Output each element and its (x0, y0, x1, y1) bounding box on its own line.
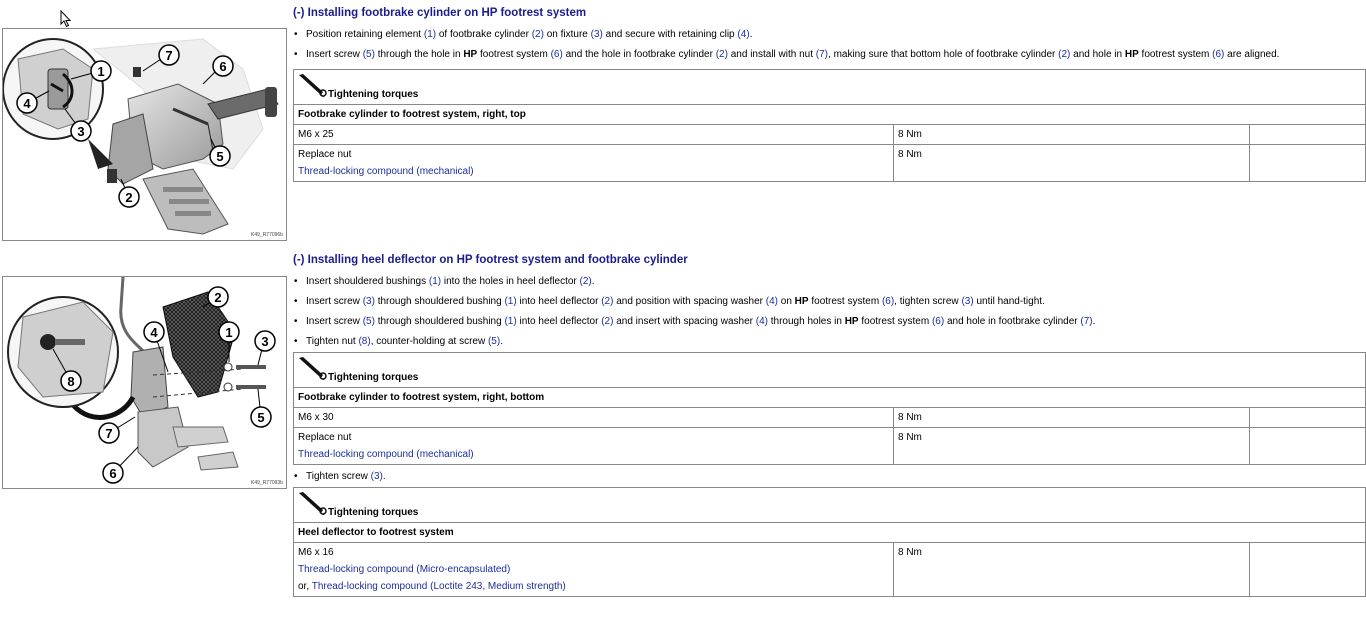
torque-header (294, 70, 1366, 105)
reference-number: (6) (881, 296, 895, 307)
text-segment: and position with spacing washer (613, 296, 766, 307)
reference-number: (4) (765, 296, 778, 307)
reference-number: (4) (737, 29, 750, 40)
torque-spec-cell (294, 428, 894, 465)
section-footbrake-cylinder (293, 7, 1366, 188)
reference-number: (8) (358, 336, 371, 347)
text-segment: into the holes in heel deflector (441, 276, 580, 287)
empty-cell (1250, 125, 1366, 145)
diagram-heel-deflector (3, 277, 286, 488)
text-segment: . (749, 29, 753, 40)
text-segment: are aligned. (1224, 49, 1280, 60)
step-text (306, 471, 386, 482)
table-row (294, 408, 1366, 428)
callout-label-7: 7 (165, 48, 173, 63)
step-item (293, 276, 1366, 288)
step-text (306, 29, 752, 40)
reference-number: (2) (715, 49, 728, 60)
text-segment: on fixture (543, 29, 591, 40)
text-segment: until hand-tight. (973, 296, 1045, 307)
reference-number: (7) (1080, 316, 1093, 327)
reference-number: (1) (428, 276, 442, 287)
callout-label-3: 3 (77, 124, 85, 139)
callout-label-3: 3 (261, 334, 269, 349)
text-segment: Tighten screw (306, 471, 371, 482)
figure-heel-deflector-installation (2, 276, 287, 489)
reference-number: (1) (423, 29, 437, 40)
text-segment: into heel deflector (516, 316, 602, 327)
emphasis-text: HP (844, 316, 859, 327)
step-item (293, 336, 1366, 348)
step-text (306, 296, 1045, 307)
text-segment: Insert screw (306, 296, 363, 307)
bullet-icon: • (294, 336, 298, 347)
compound-link[interactable]: Thread-locking compound (Loctite 243, Medium strength) (311, 581, 566, 592)
torque-subheader: Footbrake cylinder to footrest system, right, top (294, 105, 1366, 125)
reference-number: (5) (487, 336, 501, 347)
text-segment: or, (298, 581, 312, 592)
torque-wrench-icon (297, 73, 329, 103)
reference-number: (2) (1058, 49, 1071, 60)
reference-number: (3) (370, 471, 383, 482)
text-segment: and secure with retaining clip (602, 29, 738, 40)
torque-table (293, 487, 1366, 597)
text-segment: , counter-holding at screw (370, 336, 488, 347)
callout-label-1: 1 (97, 64, 105, 79)
step-item (293, 471, 1366, 483)
bullet-icon: • (294, 49, 298, 60)
empty-cell (1250, 428, 1366, 465)
text-segment: of footbrake cylinder (436, 29, 532, 40)
torque-subheader: Heel deflector to footrest system (294, 523, 1366, 543)
table-row (294, 428, 1366, 465)
emphasis-text: HP (463, 49, 478, 60)
step-item (293, 49, 1366, 61)
reference-number: (2) (601, 316, 614, 327)
text-segment: and hole in footbrake cylinder (944, 316, 1081, 327)
text-segment: and install with nut (727, 49, 816, 60)
torque-value-cell: 8 Nm (894, 125, 1250, 145)
text-segment: footrest system (477, 49, 551, 60)
diagram-footbrake-cylinder (3, 29, 286, 240)
reference-number: (3) (961, 296, 974, 307)
text-segment: through holes in (767, 316, 845, 327)
text-segment: . (382, 471, 386, 482)
callout-label-7: 7 (105, 426, 113, 441)
reference-number: (7) (815, 49, 829, 60)
spec-line: Replace nut (298, 149, 352, 160)
callout-label-2: 2 (214, 290, 222, 305)
step-text (306, 276, 595, 287)
text-segment: . (591, 276, 595, 287)
reference-number: (1) (504, 316, 517, 327)
text-segment: on (777, 296, 795, 307)
text-segment: through shouldered bushing (374, 296, 505, 307)
torque-header (294, 488, 1366, 523)
emphasis-text: HP (794, 296, 809, 307)
reference-number: (6) (931, 316, 945, 327)
torque-spec-cell (294, 125, 894, 145)
text-segment: through the hole in (374, 49, 464, 60)
torque-value-cell: 8 Nm (894, 408, 1250, 428)
text-segment: , making sure that bottom hole of footbrake cylinder (828, 49, 1059, 60)
spec-line: M6 x 16 (298, 547, 334, 558)
section-title: (-) Installing footbrake cylinder on HP footrest system (293, 7, 587, 19)
text-segment: . (1092, 316, 1096, 327)
torque-wrench-icon (297, 356, 329, 386)
bullet-icon: • (294, 276, 298, 287)
table-row (294, 145, 1366, 182)
reference-number: (2) (531, 29, 544, 40)
step-item (293, 296, 1366, 308)
step-item (293, 316, 1366, 328)
figure-code: K49_R77096b (251, 232, 283, 238)
text-segment: Position retaining element (306, 29, 424, 40)
step-list (293, 29, 1366, 61)
empty-cell (1250, 145, 1366, 182)
step-item (293, 29, 1366, 41)
text-segment: and hole in (1070, 49, 1125, 60)
callout-label-5: 5 (216, 149, 224, 164)
table-row (294, 543, 1366, 597)
torque-header-label: Tightening torques (328, 507, 419, 518)
spec-line: M6 x 25 (298, 129, 334, 140)
text-segment: , tighten screw (894, 296, 962, 307)
torque-spec-cell (294, 408, 894, 428)
torque-header (294, 353, 1366, 388)
step-text (306, 336, 503, 347)
step-list (293, 276, 1366, 348)
reference-number: (6) (550, 49, 563, 60)
torque-header-label: Tightening torques (328, 89, 419, 100)
reference-number: (3) (362, 296, 375, 307)
callout-label-8: 8 (67, 374, 75, 389)
torque-value-cell: 8 Nm (894, 428, 1250, 465)
torque-value-cell: 8 Nm (894, 543, 1250, 597)
callout-label-1: 1 (225, 325, 233, 340)
text-segment: Insert screw (306, 316, 363, 327)
text-segment: footrest system (858, 316, 932, 327)
empty-cell (1250, 408, 1366, 428)
emphasis-text: HP (1124, 49, 1139, 60)
spec-line: M6 x 30 (298, 412, 334, 423)
empty-cell (1250, 543, 1366, 597)
text-segment: footrest system (808, 296, 882, 307)
torque-table (293, 352, 1366, 465)
torque-wrench-icon (297, 491, 329, 521)
torque-header-label: Tightening torques (328, 372, 419, 383)
bullet-icon: • (294, 29, 298, 40)
text-segment: Tighten nut (306, 336, 359, 347)
spec-line: Replace nut (298, 432, 352, 443)
text-segment: and insert with spacing washer (613, 316, 756, 327)
bullet-icon: • (294, 296, 298, 307)
compound-link[interactable]: Thread-locking compound (mechanical) (298, 166, 474, 177)
spec-line (298, 578, 889, 595)
text-segment: Insert screw (306, 49, 363, 60)
reference-number: (1) (504, 296, 517, 307)
figure-code: K49_R77093b (251, 480, 283, 486)
callout-label-6: 6 (219, 59, 227, 74)
text-segment: and the hole in footbrake cylinder (562, 49, 716, 60)
callout-label-5: 5 (257, 410, 265, 425)
table-row (294, 125, 1366, 145)
reference-number: (5) (362, 49, 375, 60)
torque-subheader: Footbrake cylinder to footrest system, right, bottom (294, 388, 1366, 408)
step-text (306, 316, 1095, 327)
reference-number: (2) (579, 276, 592, 287)
callout-label-6: 6 (109, 466, 117, 481)
compound-link[interactable]: Thread-locking compound (mechanical) (298, 449, 474, 460)
torque-table (293, 69, 1366, 182)
mouse-pointer-icon (60, 10, 74, 28)
text-segment: footrest system (1138, 49, 1213, 60)
step-text (306, 49, 1279, 60)
reference-number: (4) (755, 316, 768, 327)
text-segment: . (500, 336, 503, 347)
reference-number: (3) (590, 29, 603, 40)
section-heel-deflector (293, 254, 1366, 603)
bullet-icon: • (294, 471, 298, 482)
reference-number: (6) (1212, 49, 1225, 60)
torque-spec-cell (294, 145, 894, 182)
section-title: (-) Installing heel deflector on HP footrest system and footbrake cylinder (293, 254, 688, 266)
compound-link[interactable]: Thread-locking compound (Micro-encapsulated) (298, 564, 511, 575)
torque-value-cell: 8 Nm (894, 145, 1250, 182)
reference-number: (2) (601, 296, 614, 307)
reference-number: (5) (362, 316, 375, 327)
text-segment: through shouldered bushing (374, 316, 505, 327)
text-segment: into heel deflector (516, 296, 602, 307)
bullet-icon: • (294, 316, 298, 327)
figure-footbrake-cylinder-installation (2, 28, 287, 241)
callout-label-2: 2 (125, 190, 133, 205)
torque-spec-cell (294, 543, 894, 597)
callout-label-4: 4 (23, 96, 31, 111)
text-segment: Insert shouldered bushings (306, 276, 429, 287)
callout-label-4: 4 (150, 325, 158, 340)
